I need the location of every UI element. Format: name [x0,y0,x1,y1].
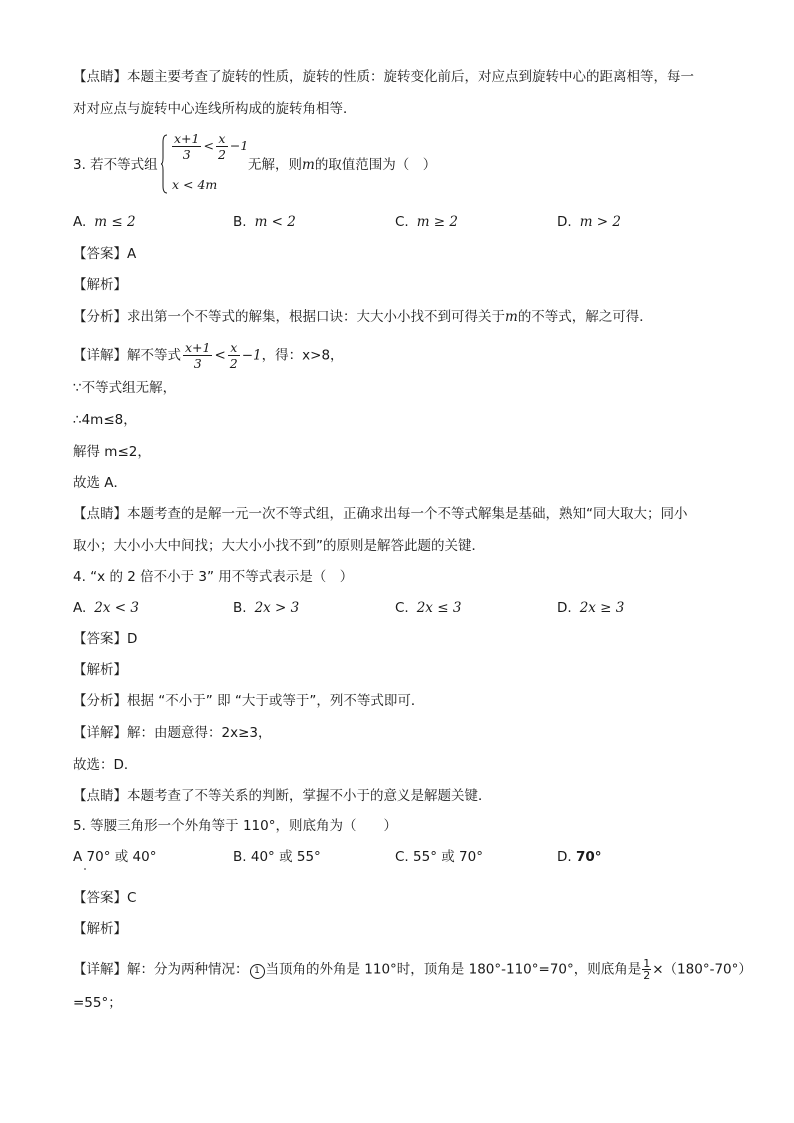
q4-analysis-head: 【解析】 [73,662,127,678]
fraction: $\frac{x+1}{3}$ [174,131,200,162]
note-line-1: 【点睛】本题主要考查了旋转的性质，旋转的性质：旋转变化前后，对应点到旋转中心的距离相等，每一 [73,69,694,85]
fraction: $\frac{x}{2}$ [217,131,226,162]
q4-detail: 【详解】解：由题意得：2x≥3， [73,725,272,741]
q5-stem: 5. 等腰三角形一个外角等于 110°，则底角为（ ） [73,818,397,834]
q3-detail: 【详解】解不等式 $\frac{x+1}{3}$ < $\frac{x}{2}$ −1，得：x>8， [73,340,344,371]
q3-dian-line-2: 取小；大小小大中间找；大大小小找不到”的原则是解答此题的关键． [73,538,485,554]
q5-option-d[interactable]: D. 70° [557,849,602,865]
q3-because: ∵不等式组无解， [73,380,177,396]
q3-choose: 故选 A． [73,475,128,491]
circled-number: 1 [250,964,265,979]
fraction: $\frac{x+1}{3}$ [185,340,211,371]
q5-option-a[interactable]: A 70° 或 40° [73,849,157,865]
q4-stem: 4. “x 的 2 倍不小于 3” 用不等式表示是（ ） [73,569,354,585]
q3-option-a[interactable]: A. m ≤ 2 [73,214,136,230]
q3-therefore: ∴4m≤8， [73,412,137,428]
q3-analysis-head: 【解析】 [73,277,127,293]
fraction: $\frac{1}{2}$ [643,957,651,982]
stray-dot [84,868,86,870]
note-line-2: 对对应点与旋转中心连线所构成的旋转角相等． [73,101,357,117]
q3-solve: 解得 m≤2， [73,444,151,460]
q5-answer: 【答案】C [73,890,137,906]
q4-option-c[interactable]: C. 2x ≤ 3 [395,600,462,616]
q5-option-c[interactable]: C. 55° 或 70° [395,849,483,865]
q4-fenxi: 【分析】根据 “不小于” 即 “大于或等于”，列不等式即可． [73,693,425,709]
system-row-1: $\frac{x+1}{3}$ < $\frac{x}{2}$ −1 [174,131,249,162]
q3-fenxi: 【分析】求出第一个不等式的解集，根据口诀：大大小小找不到可得关于m的不等式，解之可得． [73,309,653,325]
q3-option-c[interactable]: C. m ≥ 2 [395,214,459,230]
fraction: $\frac{x}{2}$ [229,340,238,371]
brace-symbol [161,134,167,194]
q3-option-b[interactable]: B. m < 2 [233,214,296,230]
q5-detail: 【详解】解：分为两种情况： 1 当顶角的外角是 110°时，顶角是 180°-110°=70°，则底角是 $\frac{1}{2}$ ×（180°-70°） [73,957,752,982]
q4-option-a[interactable]: A. 2x < 3 [73,600,139,616]
q5-option-b[interactable]: B. 40° 或 55° [233,849,321,865]
q4-option-d[interactable]: D. 2x ≥ 3 [557,600,625,616]
q4-dian: 【点睛】本题考查了不等关系的判断，掌握不小于的意义是解题关键． [73,788,492,804]
system-row-2: x < 4m [172,177,218,192]
q4-answer: 【答案】D [73,631,138,647]
q3-answer: 【答案】A [73,246,137,262]
q5-detail-cont: =55°； [73,995,122,1011]
q3-dian-line-1: 【点睛】本题考查的是解一元一次不等式组，正确求出每一个不等式解集是基础，熟知“同大取大；同小 [73,506,688,522]
q3-prefix: 3. 若不等式组 [73,157,158,173]
q4-option-b[interactable]: B. 2x > 3 [233,600,300,616]
q5-analysis-head: 【解析】 [73,921,127,937]
q4-choose: 故选：D． [73,757,138,773]
q3-option-d[interactable]: D. m > 2 [557,214,621,230]
q3-suffix: 无解，则m的取值范围为（ ） [248,157,437,173]
